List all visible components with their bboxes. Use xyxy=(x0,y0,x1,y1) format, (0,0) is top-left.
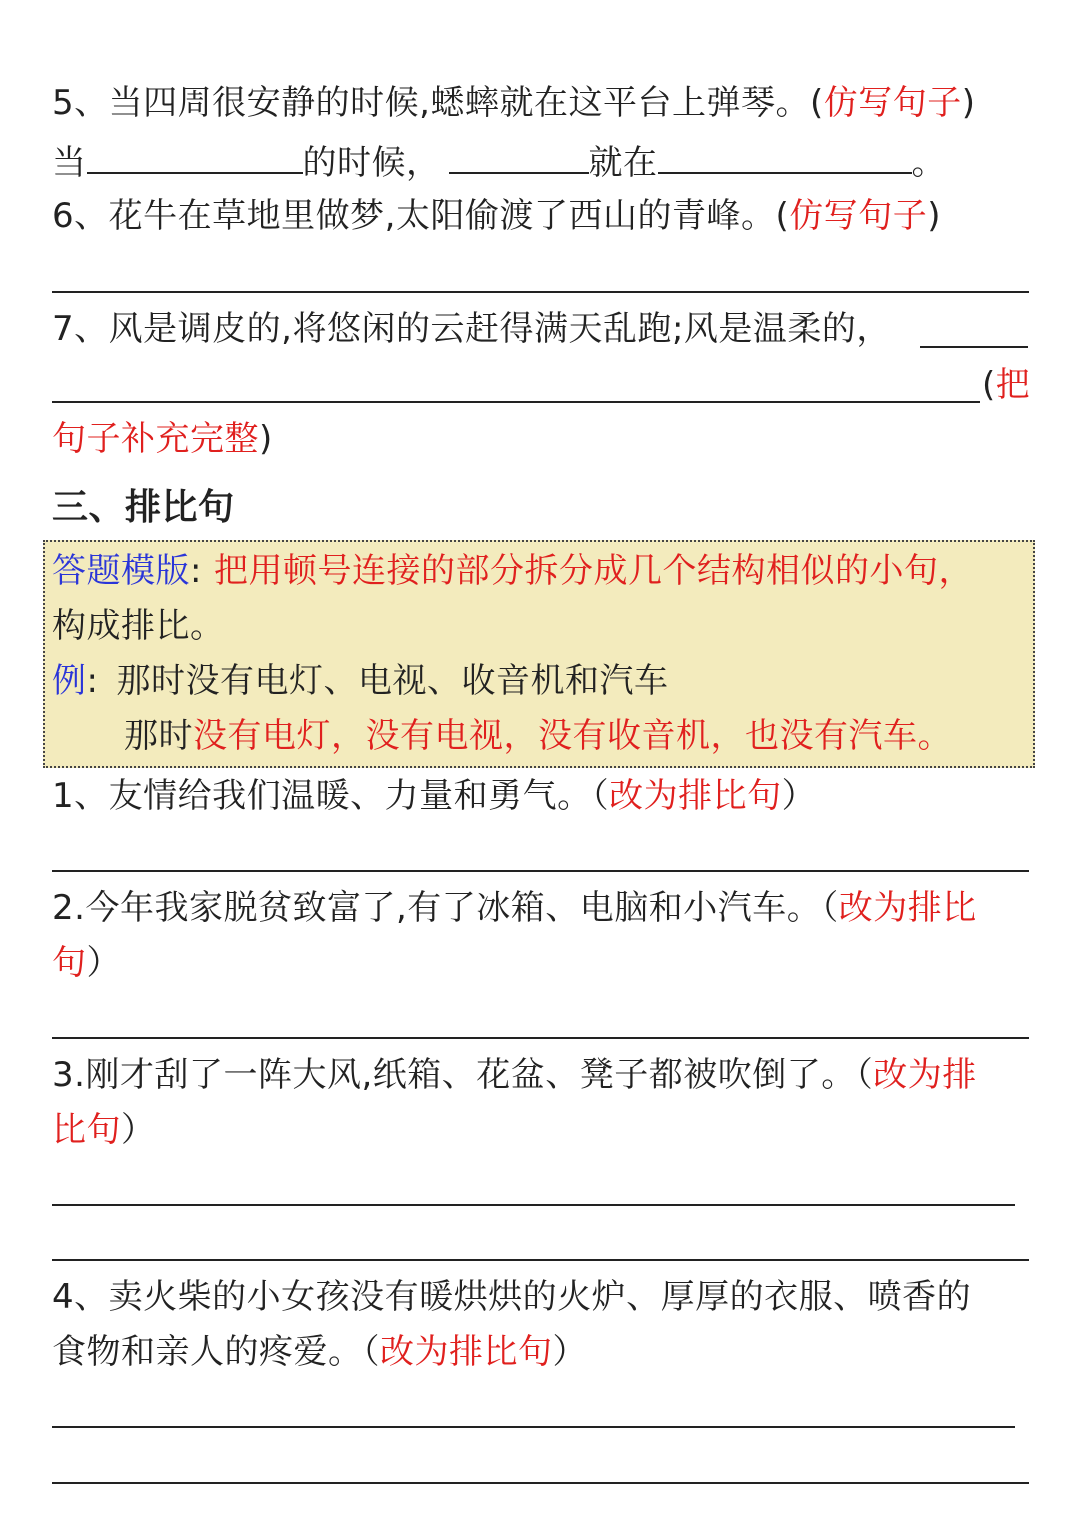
template-line-2: 构成排比。 xyxy=(52,606,225,646)
answer-blank-1[interactable] xyxy=(87,138,303,174)
answer-line-q7-b[interactable] xyxy=(52,401,980,403)
question-7-tag-end: 句子补充完整) xyxy=(52,419,273,459)
parallel-question-4-cont: 食物和亲人的疼爱。（改为排比句） xyxy=(52,1332,587,1372)
parallel-question-1: 1、友情给我们温暖、力量和勇气。（改为排比句） xyxy=(52,776,817,816)
question-6-tag: 仿写句子 xyxy=(789,196,928,236)
answer-line-p4-a[interactable] xyxy=(52,1426,1015,1428)
answer-line-p4-b[interactable] xyxy=(52,1482,1029,1484)
question-7: 7、风是调皮的,将悠闲的云赶得满天乱跑;风是温柔的， xyxy=(52,309,891,349)
parallel-question-2: 2.今年我家脱贫致富了,有了冰箱、电脑和小汽车。（改为排比 xyxy=(52,888,977,928)
example-line-1: 例: 那时没有电灯、电视、收音机和汽车 xyxy=(52,661,669,701)
answer-line-p1[interactable] xyxy=(52,870,1029,872)
answer-line-p2[interactable] xyxy=(52,1037,1029,1039)
answer-blank-3[interactable] xyxy=(658,138,912,174)
question-5-tag: 仿写句子 xyxy=(823,83,962,123)
answer-line-p3-a[interactable] xyxy=(52,1204,1015,1206)
parallel-question-2-cont: 句） xyxy=(52,943,121,983)
template-line-1: 答题模版: 把用顿号连接的部分拆分成几个结构相似的小句， xyxy=(52,551,973,591)
answer-blank-2[interactable] xyxy=(449,138,589,174)
answer-line-q6[interactable] xyxy=(52,291,1029,293)
question-6: 6、花牛在草地里做梦,太阳偷渡了西山的青峰。(仿写句子) xyxy=(52,196,941,236)
parallel-question-3: 3.刚才刮了一阵大风,纸箱、花盆、凳子都被吹倒了。（改为排 xyxy=(52,1055,977,1095)
example-line-2: 那时没有电灯，没有电视，没有收音机，也没有汽车。 xyxy=(124,716,952,756)
parallel-question-3-cont: 比句） xyxy=(52,1110,156,1150)
example-label: 例 xyxy=(52,661,87,701)
answer-line-p3-b[interactable] xyxy=(52,1259,1029,1261)
template-label: 答题模版 xyxy=(52,551,190,591)
answer-line-q7-a[interactable] xyxy=(920,346,1028,348)
question-5: 5、当四周很安静的时候,蟋蟀就在这平台上弹琴。(仿写句子) xyxy=(52,83,976,123)
question-7-tag-start: (把 xyxy=(982,365,1031,405)
section-heading: 三、排比句 xyxy=(52,487,235,528)
question-5-fill-line: 当 的时候， 就在 。 xyxy=(52,138,946,186)
parallel-question-4: 4、卖火柴的小女孩没有暖烘烘的火炉、厚厚的衣服、喷香的 xyxy=(52,1277,972,1317)
